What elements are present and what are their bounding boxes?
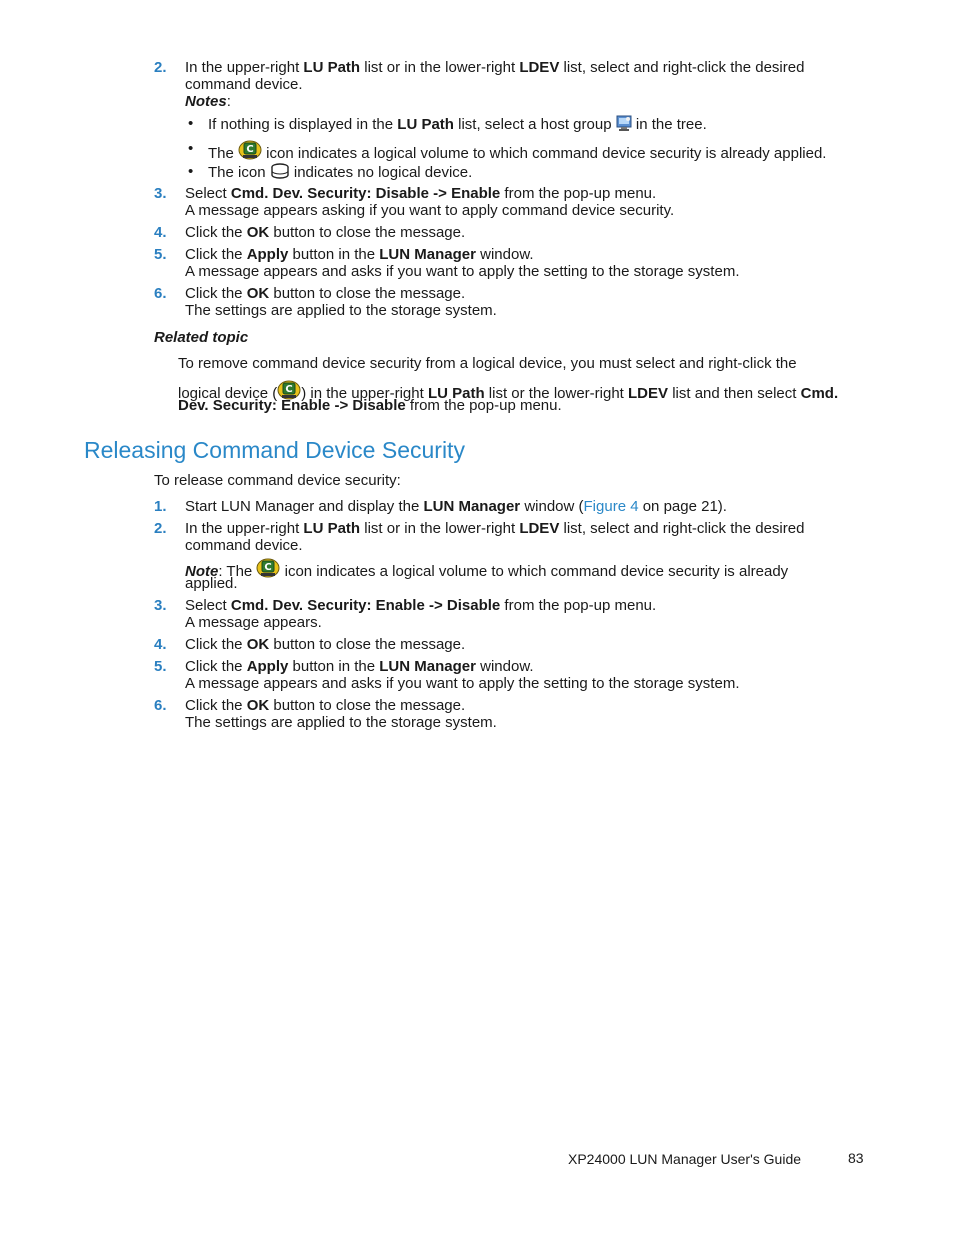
command-device-security-icon: [256, 558, 280, 578]
related-topic-label: Related topic: [154, 329, 249, 346]
svg-text:C: C: [264, 562, 273, 573]
step-number: 3.: [154, 597, 167, 614]
step-text: Click the OK button to close the message.: [185, 697, 466, 714]
step-number: 4.: [154, 636, 167, 653]
note-bullet: The icon indicates no logical device.: [208, 164, 473, 181]
note-bullet: The C icon indicates a logical volume to which command device security is already applied.: [208, 140, 826, 162]
svg-text:C: C: [246, 144, 254, 155]
step-number: 4.: [154, 224, 167, 241]
no-logical-device-icon: [270, 163, 290, 180]
note-text: Note: The C icon indicates a logical volume to which command device security is already: [185, 558, 788, 580]
section-intro: To release command device security:: [154, 472, 401, 489]
step-number: 6.: [154, 697, 167, 714]
step-text: In the upper-right LU Path list or in the lower-right LDEV list, select and right-click the desired: [185, 520, 805, 537]
step-text: Select Cmd. Dev. Security: Disable -> Enable from the pop-up menu.: [185, 185, 657, 202]
step-text-continued: A message appears.: [185, 614, 322, 631]
command-device-security-icon: [238, 140, 262, 160]
step-number: 3.: [154, 185, 167, 202]
step-text-continued: The settings are applied to the storage system.: [185, 714, 497, 731]
step-text: Select Cmd. Dev. Security: Enable -> Disable from the pop-up menu.: [185, 597, 657, 614]
step-text: Click the OK button to close the message.: [185, 224, 466, 241]
step-number: 2.: [154, 59, 167, 76]
step-text: Click the Apply button in the LUN Manager window.: [185, 246, 534, 263]
step-text-continued: A message appears asking if you want to apply command device security.: [185, 202, 675, 219]
step-number: 1.: [154, 498, 167, 515]
step-text-continued: A message appears and asks if you want to apply the setting to the storage system.: [185, 263, 740, 280]
step-text: Click the OK button to close the message.: [185, 285, 466, 302]
note-bullet: If nothing is displayed in the LU Path list, select a host group in the tree.: [208, 116, 707, 133]
step-text: Click the Apply button in the LUN Manager window.: [185, 658, 534, 675]
step-text: Start LUN Manager and display the LUN Manager window (Figure 4 on page 21).: [185, 498, 727, 515]
step-text-continued: A message appears and asks if you want to apply the setting to the storage system.: [185, 675, 740, 692]
svg-text:C: C: [285, 384, 293, 395]
bullet-mark: •: [188, 140, 194, 157]
bullet-mark: •: [188, 115, 194, 132]
step-text: In the upper-right LU Path list or in the lower-right LDEV list, select and right-click the desired: [185, 59, 805, 76]
notes-label: Notes:: [185, 93, 231, 110]
step-text-continued: command device.: [185, 76, 303, 93]
step-number: 2.: [154, 520, 167, 537]
section-heading: Releasing Command Device Security: [84, 437, 465, 463]
host-group-icon: [616, 115, 632, 132]
step-text: Click the OK button to close the message.: [185, 636, 466, 653]
related-topic-text: Dev. Security: Enable -> Disable from the pop-up menu.: [178, 397, 562, 414]
related-topic-text: To remove command device security from a logical device, you must select and right-click the: [178, 355, 797, 372]
figure-link[interactable]: Figure 4: [583, 498, 639, 515]
step-number: 5.: [154, 658, 167, 675]
related-topic-text: logical device ( C ) in the upper-right LU Path list or the lower-right LDEV list and then select Cmd.: [178, 380, 838, 402]
page-number: 83: [848, 1150, 864, 1166]
bullet-mark: •: [188, 163, 194, 180]
step-text-continued: The settings are applied to the storage system.: [185, 302, 497, 319]
step-number: 6.: [154, 285, 167, 302]
footer-guide-title: XP24000 LUN Manager User's Guide: [568, 1151, 802, 1167]
step-text-continued: command device.: [185, 537, 303, 554]
note-text-continued: applied.: [185, 575, 238, 592]
step-number: 5.: [154, 246, 167, 263]
